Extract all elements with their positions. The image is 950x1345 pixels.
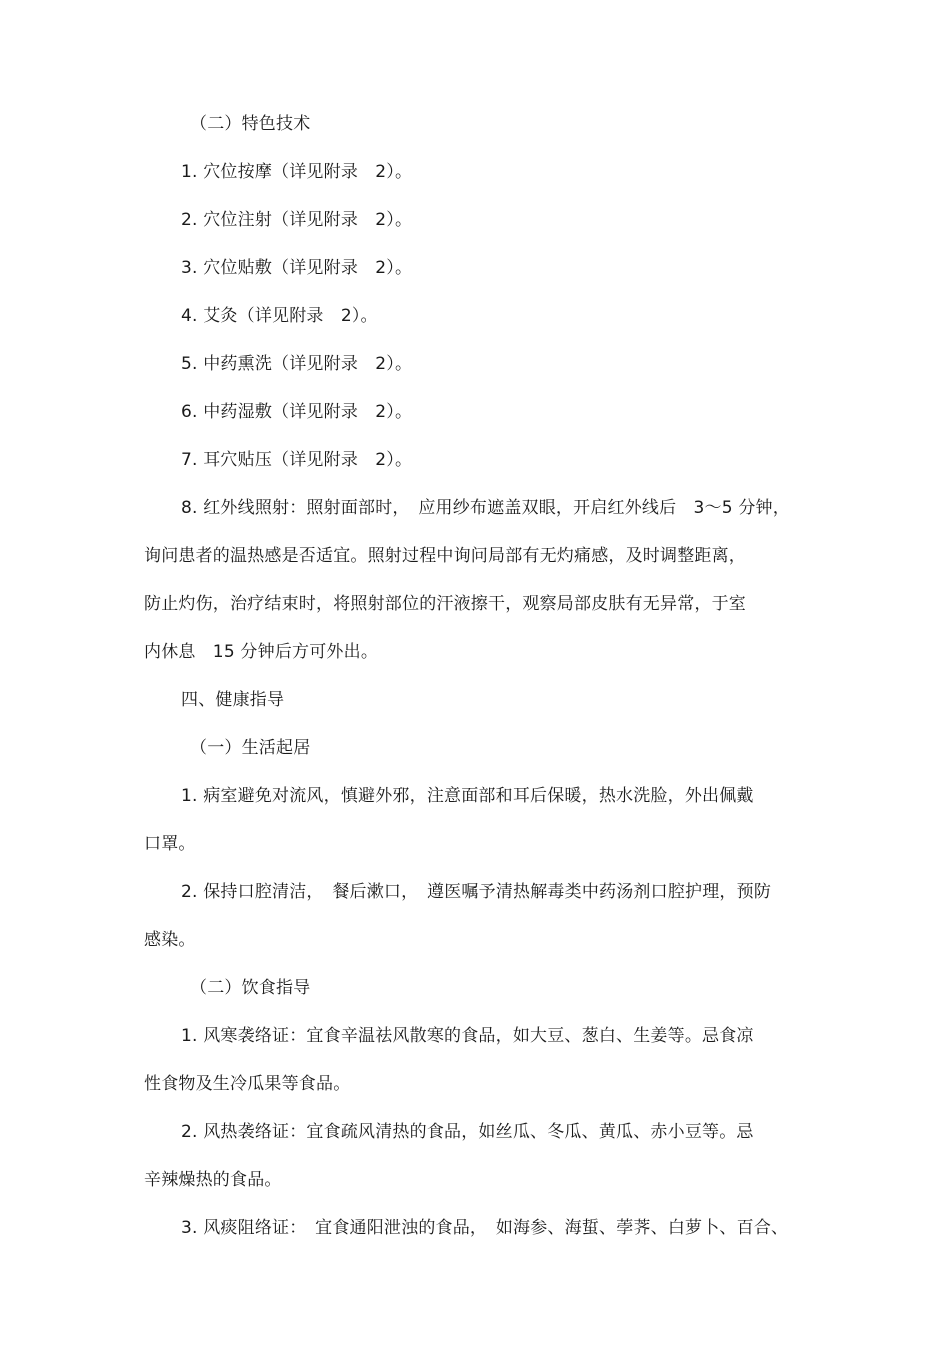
living-item-1-line-2: 口罩。 — [144, 834, 196, 854]
diet-item-3-line-1: 3. 风痰阻络证： 宜食通阳泄浊的食品， 如海参、海蜇、荸荠、白萝卜、百合、 — [181, 1218, 789, 1238]
tech-item-8-line-2: 询问患者的温热感是否适宜。照射过程中询问局部有无灼痛感，及时调整距离， — [144, 546, 746, 566]
tech-item-4: 4. 艾灸（详见附录 2）。 — [181, 306, 378, 326]
living-item-2-line-2: 感染。 — [144, 930, 196, 950]
tech-item-8-line-3: 防止灼伤，治疗结束时，将照射部位的汗液擦干，观察局部皮肤有无异常，于室 — [144, 594, 746, 614]
heading-special-techniques: （二）特色技术 — [190, 114, 311, 134]
tech-item-2: 2. 穴位注射（详见附录 2）。 — [181, 210, 413, 230]
heading-living: （一）生活起居 — [190, 738, 311, 758]
tech-item-1: 1. 穴位按摩（详见附录 2）。 — [181, 162, 413, 182]
heading-diet: （二）饮食指导 — [190, 978, 311, 998]
tech-item-3: 3. 穴位贴敷（详见附录 2）。 — [181, 258, 413, 278]
living-item-1-line-1: 1. 病室避免对流风，慎避外邪，注意面部和耳后保暖，热水洗脸，外出佩戴 — [181, 786, 754, 806]
diet-item-2-line-2: 辛辣燥热的食品。 — [144, 1170, 282, 1190]
section-health-guidance: 四、健康指导 — [181, 690, 285, 710]
diet-item-1-line-2: 性食物及生冷瓜果等食品。 — [144, 1074, 351, 1094]
tech-item-8-line-4: 内休息 15 分钟后方可外出。 — [144, 642, 379, 662]
living-item-2-line-1: 2. 保持口腔清洁， 餐后漱口， 遵医嘱予清热解毒类中药汤剂口腔护理，预防 — [181, 882, 772, 902]
tech-item-5: 5. 中药熏洗（详见附录 2）。 — [181, 354, 413, 374]
tech-item-8-line-1: 8. 红外线照射：照射面部时， 应用纱布遮盖双眼，开启红外线后 3～5 分钟， — [181, 498, 790, 518]
diet-item-2-line-1: 2. 风热袭络证：宜食疏风清热的食品，如丝瓜、冬瓜、黄瓜、赤小豆等。忌 — [181, 1122, 754, 1142]
diet-item-1-line-1: 1. 风寒袭络证：宜食辛温祛风散寒的食品，如大豆、葱白、生姜等。忌食凉 — [181, 1026, 754, 1046]
tech-item-6: 6. 中药湿敷（详见附录 2）。 — [181, 402, 413, 422]
tech-item-7: 7. 耳穴贴压（详见附录 2）。 — [181, 450, 413, 470]
